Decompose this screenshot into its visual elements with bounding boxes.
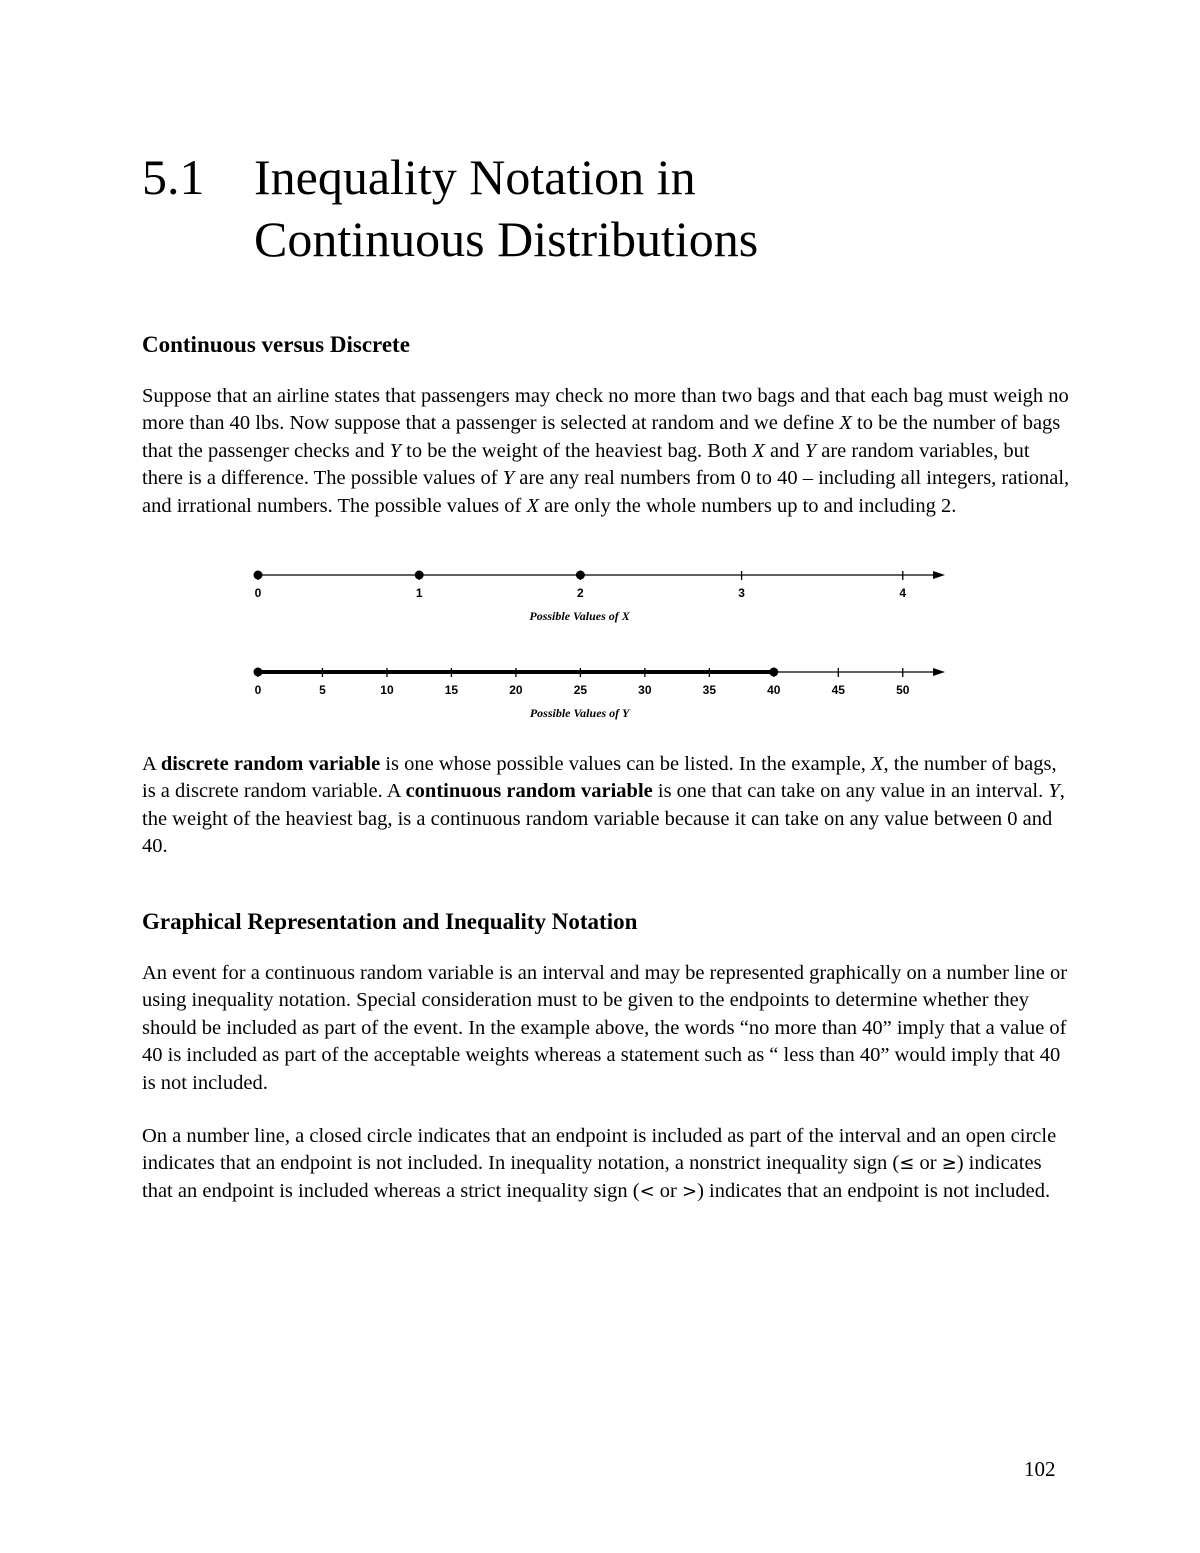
tick-label: 3	[738, 586, 745, 600]
tick-label: 50	[896, 683, 910, 697]
paragraph-definitions: A discrete random variable is one whose possible values can be listed. In the example, X, the number of bags, is a discrete random variable. A continuous random variable is one that can take on any value in an interval. Y, the weight of the heaviest bag, is a continuous random variable because it can take on any value between 0 and 40.	[142, 753, 1065, 858]
paragraph-event-interval: An event for a continuous random variable is an interval and may be represented graphically on a number line or using inequality notation. Special consideration must to be given to the endpoints to determine whether they should be included as part of the event. In the example above, the words “no more than 40” imply that a value of 40 is included as part of the acceptable weights whereas a statement such as “ less than 40” would imply that 40 is not included.	[142, 962, 1068, 1094]
paragraph-circle-notation: On a number line, a closed circle indicates that an endpoint is included as part of the interval and an open circle indicates that an endpoint is not included. In inequality notation, a nonstrict inequality sign (≤ or ≥) indicates that an endpoint is included whereas a strict inequality sign (< or >) indicates that an endpoint is not included.	[142, 1125, 1057, 1202]
axis-title: Possible Values of X	[529, 609, 630, 623]
closed-point	[254, 571, 263, 580]
tick-label: 45	[831, 683, 845, 697]
tick-label: 25	[573, 683, 588, 697]
number-line-x	[245, 560, 965, 632]
paragraph-airline-example: Suppose that an airline states that passengers may check no more than two bags and that each bag must weigh no more than 40 lbs. Now suppose that a passenger is selected at random and we define X to be the number of bags that the passenger checks and Y to be the weight of the heaviest bag. Both X and Y are random variables, but there is a difference. The possible values of Y are any real numbers from 0 to 40 – including all integers, rational, and irrational numbers. The possible values of X are only the whole numbers up to and including 2.	[142, 385, 1070, 517]
number-line-y-svg	[245, 657, 965, 729]
tick-label: 4	[899, 586, 907, 600]
tick-label: 1	[415, 586, 423, 600]
number-line-y	[245, 657, 965, 729]
heading-continuous-vs-discrete: Continuous versus Discrete	[142, 332, 410, 357]
heading-graphical-representation: Graphical Representation and Inequality Notation	[142, 909, 638, 934]
closed-point	[769, 668, 778, 677]
tick-label: 35	[702, 683, 717, 697]
tick-label: 30	[638, 683, 652, 697]
page-number: 102	[1024, 1457, 1056, 1481]
closed-point	[415, 571, 424, 580]
tick-label: 5	[319, 683, 326, 697]
tick-label: 0	[254, 683, 262, 697]
page-title-line-2: Continuous Distributions	[254, 211, 759, 267]
tick-label: 20	[509, 683, 523, 697]
axis-title: Possible Values of Y	[529, 706, 630, 720]
closed-point	[254, 668, 263, 677]
closed-point	[576, 571, 585, 580]
tick-label: 40	[767, 683, 781, 697]
axis-arrow	[933, 668, 945, 676]
tick-label: 15	[444, 683, 459, 697]
section-number: 5.1	[142, 149, 205, 205]
tick-label: 0	[254, 586, 262, 600]
tick-label: 2	[577, 586, 584, 600]
tick-label: 10	[380, 683, 394, 697]
page-title-line-1: Inequality Notation in	[254, 149, 696, 205]
axis-arrow	[933, 571, 945, 579]
number-line-x-svg	[245, 560, 965, 632]
